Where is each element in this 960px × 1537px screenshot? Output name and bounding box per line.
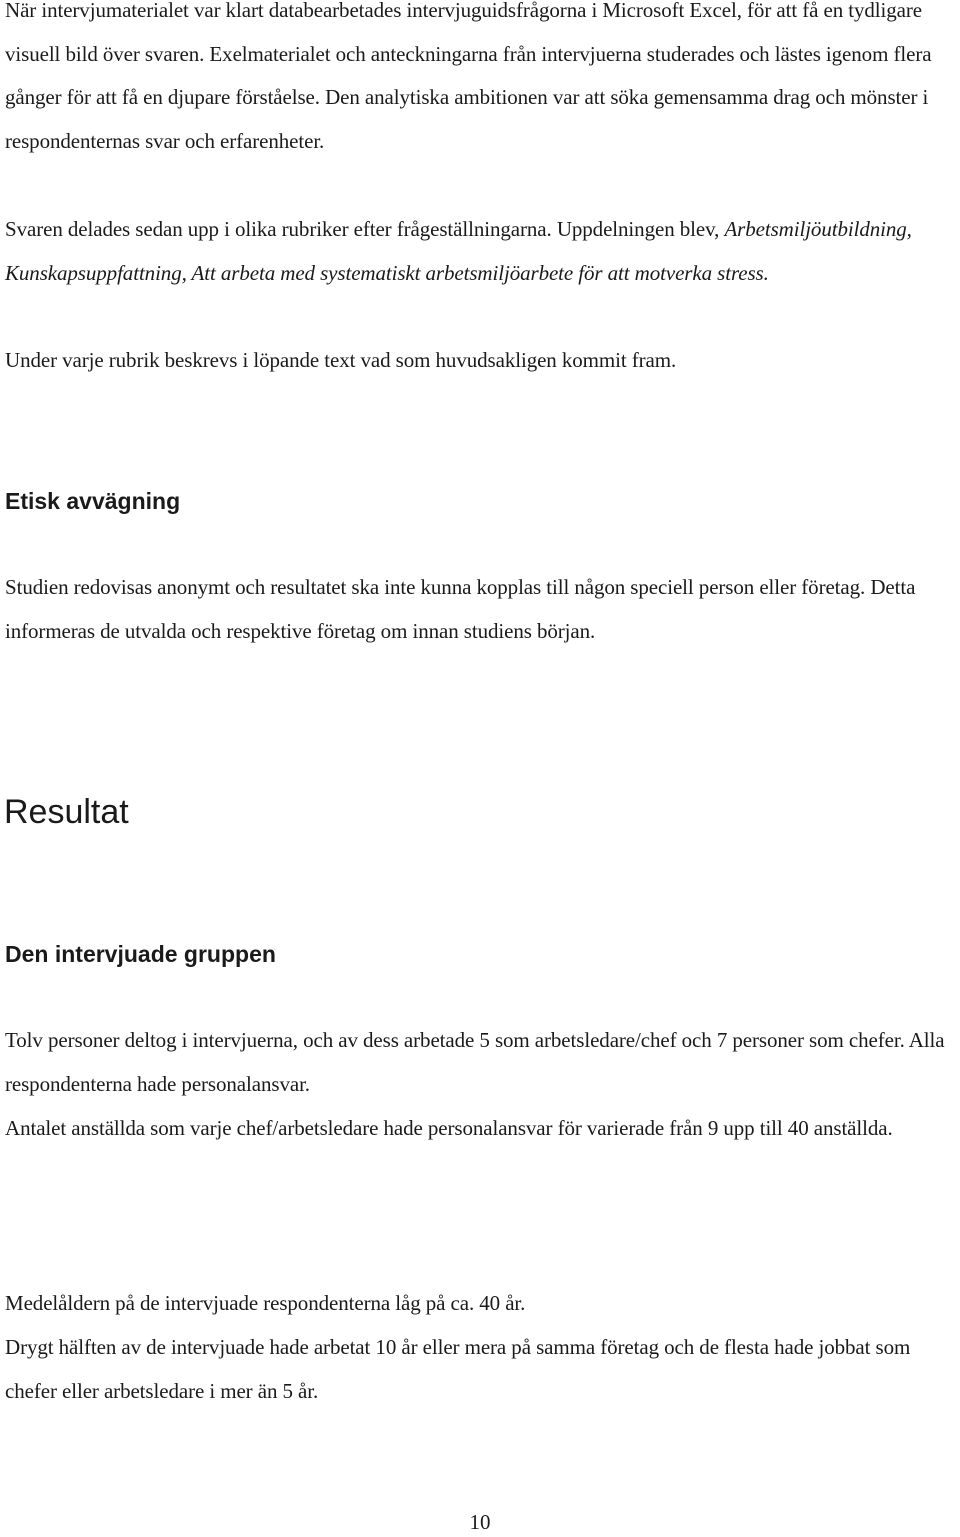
page-number: 10 bbox=[469, 1510, 491, 1534]
heading-resultat: Resultat bbox=[4, 793, 129, 831]
category-list: Arbetsmiljöutbildning, Kunskapsuppfattning, Att arbeta med systematiskt arbetsmiljöarbete för att motverka stress. bbox=[5, 217, 912, 285]
paragraph-summary: Under varje rubrik beskrevs i löpande text vad som huvudsakligen kommit fram. bbox=[5, 348, 677, 372]
paragraph-ethics: Studien redovisas anonymt och resultatet ska inte kunna kopplas till någon speciell person eller företag. Detta informeras de utvalda och respektive företag om innan studiens början. bbox=[5, 575, 916, 643]
paragraph-experience: Drygt hälften av de intervjuade hade arbetat 10 år eller mera på samma företag och de flesta hade jobbat som chefer eller arbetsledare i mer än 5 år. bbox=[5, 1335, 911, 1403]
paragraph-participants: Tolv personer deltog i intervjuerna, och av dess arbetade 5 som arbetsledare/chef och 7 personer som chefer. Alla respondenterna hade personalansvar. bbox=[5, 1028, 945, 1096]
heading-etisk-avvagning: Etisk avvägning bbox=[5, 488, 181, 514]
paragraph-categories-text: Svaren delades sedan upp i olika rubriker efter frågeställningarna. Uppdelningen blev, bbox=[5, 217, 720, 241]
heading-intervjuade-gruppen: Den intervjuade gruppen bbox=[5, 941, 276, 967]
paragraph-data-processing: När intervjumaterialet var klart databearbetades intervjuguidsfrågorna i Microsoft Excel, för att få en tydligare visuell bild över svaren. Exelmaterialet och anteckningarna från intervjuerna studerades och lästes igenom flera gånger för att få en djupare förståelse. Den analytiska ambitionen var att söka gemensamma drag och mönster i respondenternas svar och erfarenheter. bbox=[5, 0, 932, 153]
paragraph-average-age: Medelåldern på de intervjuade respondenterna låg på ca. 40 år. bbox=[5, 1291, 526, 1315]
paragraph-staff-count: Antalet anställda som varje chef/arbetsledare hade personalansvar för varierade från 9 upp till 40 anställda. bbox=[5, 1116, 893, 1140]
paragraph-categories bbox=[5, 208, 957, 295]
